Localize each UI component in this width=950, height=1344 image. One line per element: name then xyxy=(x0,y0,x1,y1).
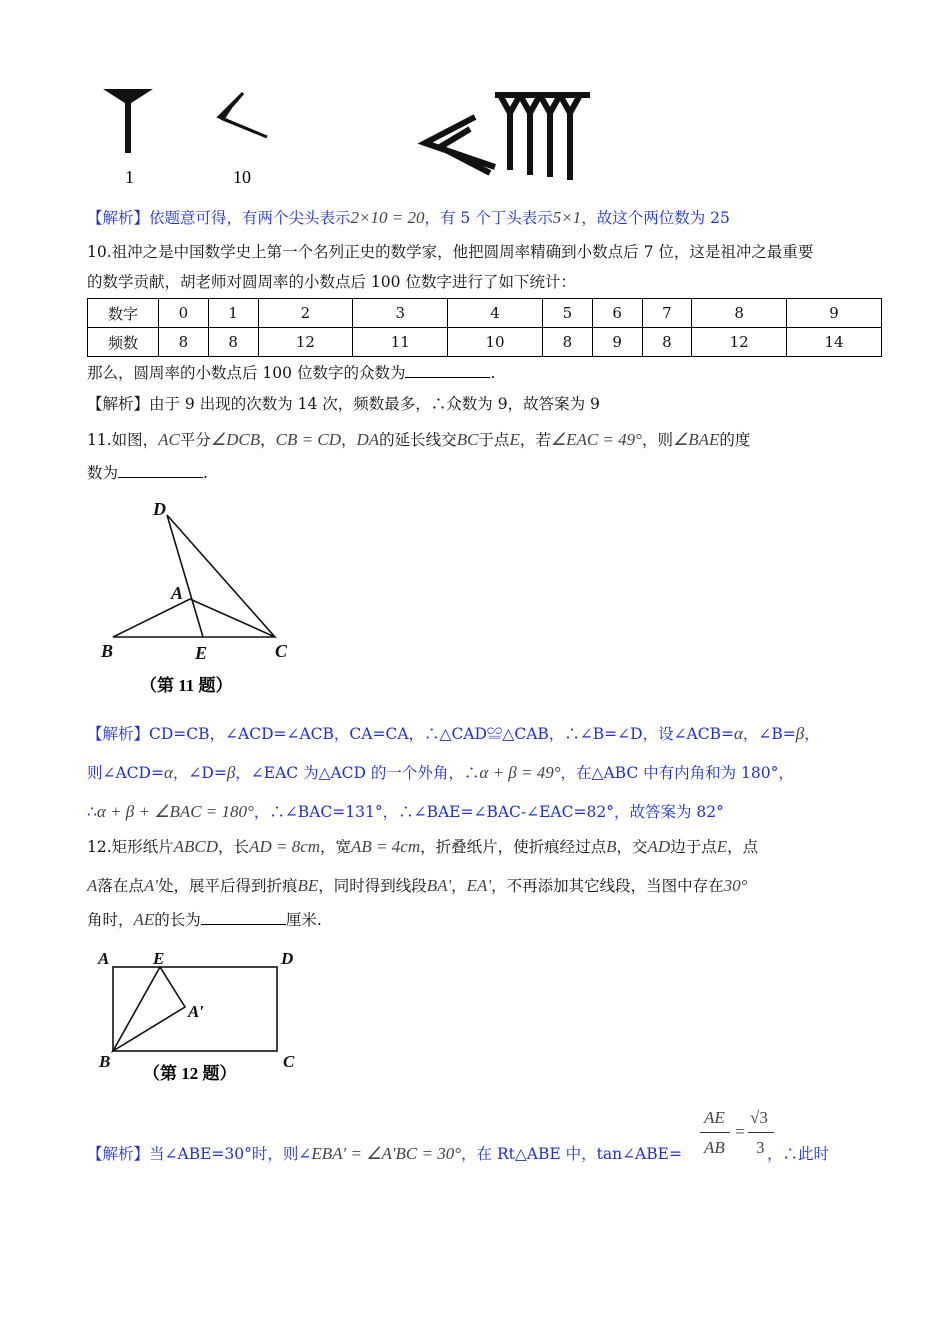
label-A: A xyxy=(171,583,184,603)
label-B: B xyxy=(101,641,114,661)
t: 厘米. xyxy=(285,911,322,929)
table-cell: 5 xyxy=(542,299,592,328)
t: ， xyxy=(260,431,276,449)
label-C: C xyxy=(283,1052,295,1071)
q12-line1 xyxy=(87,835,758,857)
m: β xyxy=(226,763,236,782)
m: AC xyxy=(158,430,180,449)
figure-caption: （第 12 题） xyxy=(143,1064,237,1083)
t: ，∴此时 xyxy=(766,1145,829,1163)
t: 则∠ACD= xyxy=(87,764,164,782)
t: ，在△ABC 中有内角和为 180°， xyxy=(560,764,794,782)
m: ∠DCB xyxy=(210,430,261,449)
t: ，∴∠BAC=131°，∴∠BAE=∠BAC-∠EAC=82°，故答案为 82° xyxy=(253,803,724,821)
m: BA' xyxy=(426,876,452,895)
label-B: B xyxy=(99,1052,111,1071)
table-cell: 9 xyxy=(592,328,642,357)
t: CD=CB，∠ACD=∠ACB，CA=CA，∴△CAD≌△CAB，∴∠B=∠D，设∠ACB= xyxy=(149,725,734,743)
table-cell: 8 xyxy=(208,328,258,357)
t: ，则 xyxy=(641,431,673,449)
table-row-frequency xyxy=(88,328,882,357)
q11-analysis-line1 xyxy=(87,722,820,744)
table-cell: 11 xyxy=(353,328,448,357)
table-row-header: 频数 xyxy=(88,328,159,357)
table-cell: 0 xyxy=(159,299,209,328)
t: ，点 xyxy=(727,838,759,856)
analysis-tag: 【解析】 xyxy=(87,1145,150,1163)
numeral-1-glyph xyxy=(103,89,153,153)
fraction-bar xyxy=(748,1132,774,1133)
t: ，折叠纸片，使折痕经过点 xyxy=(420,838,607,856)
text: . xyxy=(490,364,496,382)
m: BE xyxy=(297,876,319,895)
table-cell: 8 xyxy=(542,328,592,357)
t: ，在 Rt△ABE 中，tan∠ABE= xyxy=(461,1145,682,1163)
t: ，若 xyxy=(519,431,551,449)
label-D: D xyxy=(153,499,166,519)
q10-question xyxy=(87,361,495,383)
m: β xyxy=(795,724,805,743)
t: 的延长线交 xyxy=(379,431,457,449)
t: ，长 xyxy=(218,838,250,856)
t: ， xyxy=(804,725,820,743)
m: EBA′ = ∠A′BC = 30° xyxy=(311,1144,462,1163)
t: 平分 xyxy=(179,431,211,449)
pi-digit-frequency-table xyxy=(87,298,882,357)
q10-line2: 的数学贡献，胡老师对圆周率的小数点后 100 位数字进行了如下统计： xyxy=(87,273,576,291)
m: CB = CD xyxy=(275,430,341,449)
table-cell: 9 xyxy=(787,299,882,328)
t: . xyxy=(203,464,208,482)
numeral-25-glyph xyxy=(425,95,590,180)
analysis-tag: 【解析】 xyxy=(87,209,150,227)
m: 30° xyxy=(723,876,748,895)
q11-analysis-line2 xyxy=(87,761,794,783)
m: E xyxy=(716,837,728,856)
t: 处，展平后得到折痕 xyxy=(157,877,298,895)
q10-analysis: 【解析】由于 9 出现的次数为 14 次，频数最多，∴众数为 9，故答案为 9 xyxy=(87,395,600,413)
m: AB = 4cm xyxy=(351,837,421,856)
math: 5×1 xyxy=(552,208,582,227)
fraction-denominator: AB xyxy=(704,1138,725,1157)
t: ，∠D= xyxy=(172,764,227,782)
table-cell: 14 xyxy=(787,328,882,357)
t: ， xyxy=(451,877,467,895)
text: 那么，圆周率的小数点后 100 位数字的众数为 xyxy=(87,364,406,382)
m: AD xyxy=(647,837,671,856)
t: ，同时得到线段 xyxy=(318,877,427,895)
answer-blank xyxy=(201,910,286,925)
math: 2×10 = 20 xyxy=(350,208,425,227)
text: ，故这个两位数为 25 xyxy=(581,209,730,227)
label-A: A xyxy=(98,949,110,968)
q9-analysis xyxy=(87,206,730,228)
t: ， xyxy=(340,431,357,449)
analysis-tag: 【解析】 xyxy=(87,725,150,743)
t: 的长为 xyxy=(154,911,201,929)
t: 当∠ABE=30°时，则∠ xyxy=(149,1145,312,1163)
label-1: 1 xyxy=(125,167,134,187)
fraction-denominator: 3 xyxy=(756,1138,765,1157)
table-cell: 10 xyxy=(448,328,543,357)
q12-line2 xyxy=(87,874,747,896)
label-E: E xyxy=(195,643,208,663)
table-cell: 7 xyxy=(642,299,692,328)
table-cell: 8 xyxy=(159,328,209,357)
m: A xyxy=(87,876,98,895)
t: 于点 xyxy=(478,431,510,449)
t: ，交 xyxy=(616,838,648,856)
table-cell: 12 xyxy=(258,328,353,357)
t: 的度 xyxy=(719,431,751,449)
table-cell: 2 xyxy=(258,299,353,328)
table-cell: 8 xyxy=(692,299,787,328)
equals-sign: = xyxy=(734,1122,746,1141)
m: ∠BAE xyxy=(672,430,720,449)
table-cell: 8 xyxy=(642,328,692,357)
tan-fraction xyxy=(700,1108,780,1163)
t: 落在点 xyxy=(97,877,144,895)
label-10: 10 xyxy=(233,167,251,187)
m: BC xyxy=(456,430,479,449)
t: ，宽 xyxy=(320,838,352,856)
answer-blank xyxy=(405,363,490,378)
fraction-numerator: AE xyxy=(704,1108,725,1127)
m: A' xyxy=(143,876,158,895)
m: AD = 8cm xyxy=(249,837,321,856)
m: E xyxy=(509,430,520,449)
q11-analysis-line3 xyxy=(87,800,724,822)
table-row-digits xyxy=(88,299,882,328)
label-A-prime: A′ xyxy=(188,1002,205,1021)
fraction-bar xyxy=(700,1132,730,1133)
m: α + β + ∠BAC = 180° xyxy=(96,802,254,821)
text: ，有 5 个丁头表示 xyxy=(424,209,553,227)
t: ，∠EAC 为△ACD 的一个外角，∴ xyxy=(235,764,480,782)
m: α + β = 49° xyxy=(479,763,561,782)
fraction-numerator: √3 xyxy=(750,1108,768,1127)
t: ∴ xyxy=(87,803,97,821)
t: 数为 xyxy=(87,464,119,482)
t: 11.如图， xyxy=(87,431,159,449)
table-cell: 3 xyxy=(353,299,448,328)
m: ∠EAC = 49° xyxy=(550,430,642,449)
numeral-10-glyph xyxy=(219,93,267,137)
t: ，∠B= xyxy=(742,725,796,743)
label-D: D xyxy=(281,949,294,968)
m: AE xyxy=(133,910,155,929)
t: 角时， xyxy=(87,911,134,929)
table-cell: 12 xyxy=(692,328,787,357)
table-cell: 6 xyxy=(592,299,642,328)
text: 依题意可得，有两个尖头表示 xyxy=(149,209,351,227)
q10-line1: 10.祖冲之是中国数学史上第一个名列正史的数学家，他把圆周率精确到小数点后 7 位，这是祖冲之最重要 xyxy=(87,243,814,261)
figure-caption: （第 11 题） xyxy=(140,676,233,695)
m: DA xyxy=(356,430,380,449)
m: EA' xyxy=(466,876,492,895)
label-C: C xyxy=(275,641,288,661)
q11-triangle-figure xyxy=(95,495,305,700)
table-cell: 1 xyxy=(208,299,258,328)
table-row-header: 数字 xyxy=(88,299,159,328)
m: α xyxy=(733,724,743,743)
m: B xyxy=(606,837,617,856)
q11-line2 xyxy=(87,461,208,483)
t: 12.矩形纸片 xyxy=(87,838,174,856)
cuneiform-numerals-figure xyxy=(95,75,605,190)
t: 边于点 xyxy=(670,838,717,856)
t: ，不再添加其它线段，当图中存在 xyxy=(491,877,724,895)
q11-line1 xyxy=(87,428,750,450)
m: ABCD xyxy=(173,837,219,856)
label-E: E xyxy=(153,949,165,968)
q12-line3 xyxy=(87,908,322,930)
m: α xyxy=(163,763,173,782)
table-cell: 4 xyxy=(448,299,543,328)
answer-blank xyxy=(118,463,203,478)
q12-rectangle-figure xyxy=(95,945,310,1090)
